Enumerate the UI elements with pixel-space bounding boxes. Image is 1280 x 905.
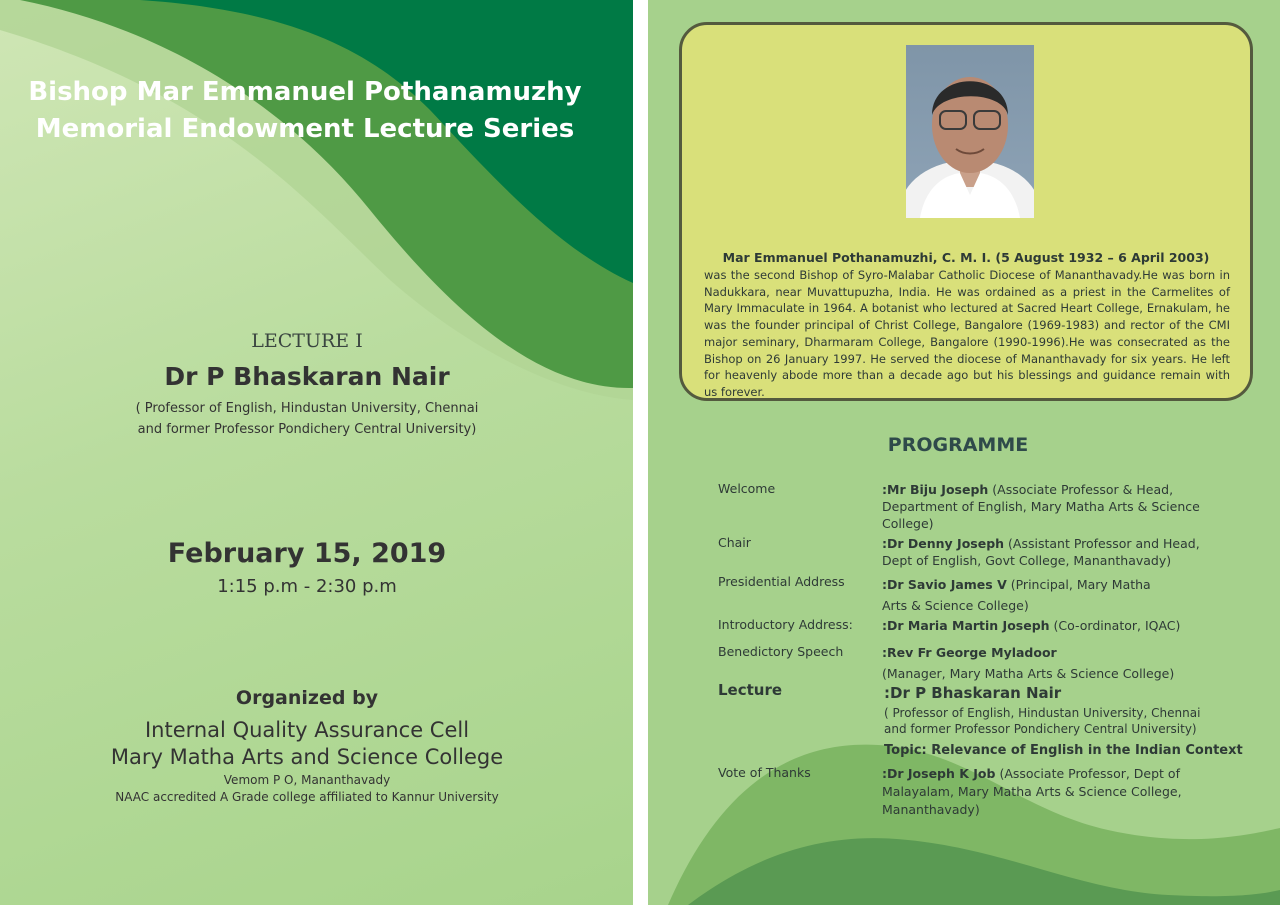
chair-desc: (Assistant Professor and Head, Dept of English, Govt College, Mananthavady) (882, 536, 1200, 568)
benedictory-name: :Rev Fr George Myladoor (882, 645, 1057, 660)
lecture-desc (884, 705, 1224, 737)
presidential-label: Presidential Address (718, 574, 845, 589)
introductory-name: :Dr Maria Martin Joseph (882, 618, 1050, 633)
thanks-value (882, 765, 1182, 819)
welcome-desc: (Associate Professor & Head, Department of English, Mary Matha Arts & Science College) (882, 482, 1200, 531)
introductory-label: Introductory Address: (718, 617, 853, 632)
chair-label: Chair (718, 535, 751, 550)
introductory-desc: (Co-ordinator, IQAC) (1049, 618, 1181, 633)
programme-title: PROGRAMME (887, 434, 1029, 456)
programme-page (648, 0, 1280, 905)
thanks-label: Vote of Thanks (718, 765, 811, 780)
benedictory-desc: (Manager, Mary Matha Arts & Science College) (882, 666, 1175, 681)
presidential-name: :Dr Savio James V (882, 577, 1007, 592)
chair-value (882, 535, 1222, 569)
event-date: February 15, 2019 (167, 538, 447, 569)
presidential-value (882, 574, 1162, 616)
speaker-desc-line2: and former Professor Pondichery Central University) (137, 422, 477, 437)
benedictory-value (882, 644, 1222, 661)
presidential-desc: (Principal, Mary Matha Arts & Science College) (882, 577, 1151, 613)
speaker-desc-line1: ( Professor of English, Hindustan University, Chennai (135, 401, 479, 416)
college-address: Vemom P O, Mananthavady (223, 773, 391, 787)
lecture-desc-line1: ( Professor of English, Hindustan University, Chennai (884, 706, 1201, 720)
page-divider (633, 0, 648, 905)
event-time: 1:15 p.m - 2:30 p.m (217, 576, 397, 597)
cover-title-line1: Bishop Mar Emmanuel Pothanamuzhy (28, 77, 582, 107)
lecture-number: LECTURE I (251, 330, 363, 352)
cover-page (0, 0, 633, 905)
organized-by-label: Organized by (235, 687, 379, 709)
welcome-name: :Mr Biju Joseph (882, 482, 989, 497)
bio-text: was the second Bishop of Syro-Malabar Catholic Diocese of Mananthavady.He was born in Nadukkara, near Muvattupuzha, India. He was ordained as a priest in the Carmelites of Mary Immaculate in 1964. A botanist who lectured at Sacred Heart College, Ernakulam, he was the founder principal of Christ College, Bangalore (1969-1983) and rector of the CMI major seminary, Dharmaram College, Bangalore (1990-1996).He was consecrated as the Bishop on 26 January 1997. He served the diocese of Mananthavady for six years. He left for heavenly abode more than a decade ago but his blessings and guidance remain with us forever. (704, 268, 1230, 399)
speaker-description (0, 398, 614, 440)
bio-heading: Mar Emmanuel Pothanamuzhi, C. M. I. (5 August 1932 – 6 April 2003) (722, 250, 1210, 265)
cover-title (0, 74, 610, 148)
welcome-value (882, 481, 1222, 532)
organizer-cell: Internal Quality Assurance Cell (144, 718, 470, 742)
thanks-desc: (Associate Professor, Dept of Malayalam, Mary Matha Arts & Science College, Mananthavady) (882, 766, 1182, 817)
lecture-desc-line2: and former Professor Pondichery Central University) (884, 722, 1197, 736)
speaker-name: Dr P Bhaskaran Nair (164, 362, 450, 391)
introductory-value (882, 617, 1222, 634)
lecture-label: Lecture (718, 681, 783, 699)
bio-box (679, 22, 1253, 401)
chair-name: :Dr Denny Joseph (882, 536, 1005, 551)
organizer-college: Mary Matha Arts and Science College (110, 745, 504, 769)
benedictory-label: Benedictory Speech (718, 644, 844, 659)
lecture-name: :Dr P Bhaskaran Nair (884, 684, 1062, 702)
welcome-label: Welcome (718, 481, 776, 496)
thanks-name: :Dr Joseph K Job (882, 766, 996, 781)
college-accreditation: NAAC accredited A Grade college affiliated to Kannur University (115, 790, 499, 804)
cover-title-line2: Memorial Endowment Lecture Series (35, 114, 575, 144)
lecture-topic: Topic: Relevance of English in the Indian Context (884, 743, 1243, 758)
bishop-portrait (906, 45, 1034, 218)
